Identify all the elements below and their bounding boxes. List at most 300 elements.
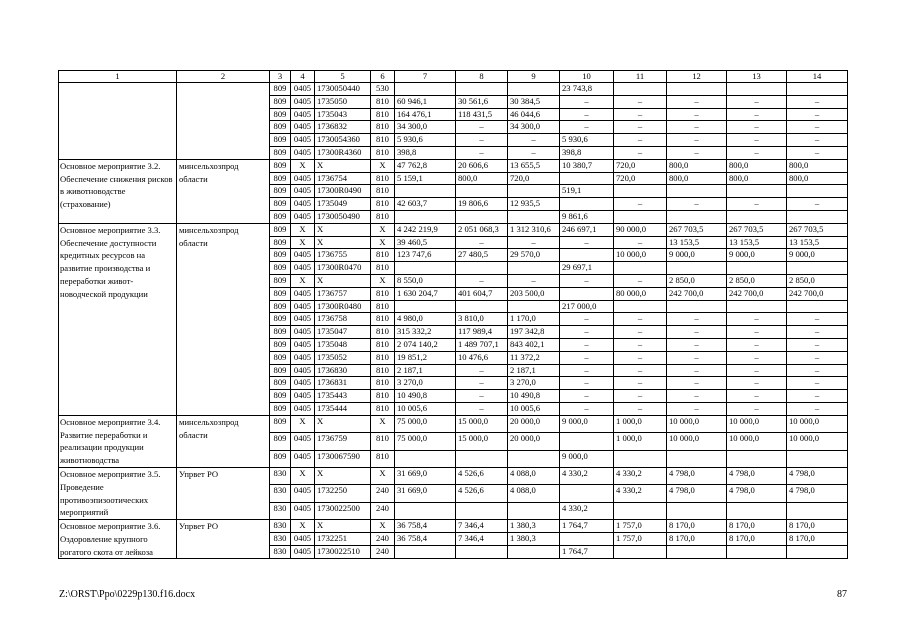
amount-cell: 123 747,6 <box>395 249 456 262</box>
budget-code-cell: 1730022510 <box>315 546 371 559</box>
amount-cell: – <box>727 338 787 351</box>
activity-name-cell <box>59 83 177 160</box>
amount-cell: – <box>560 402 614 415</box>
budget-code-cell: 809 <box>270 223 291 236</box>
budget-code-cell: 0405 <box>291 108 315 121</box>
amount-cell <box>614 262 667 275</box>
budget-code-cell: 0405 <box>291 300 315 313</box>
budget-code-cell: 810 <box>371 390 395 403</box>
amount-cell: 3 270,0 <box>508 377 560 390</box>
amount-cell <box>787 210 848 223</box>
amount-cell: – <box>456 390 508 403</box>
amount-cell: – <box>508 274 560 287</box>
budget-code-cell: 809 <box>270 172 291 185</box>
budget-code-cell: 0405 <box>291 83 315 96</box>
budget-code-cell: 809 <box>270 249 291 262</box>
budget-code-cell: 0405 <box>291 326 315 339</box>
amount-cell: – <box>614 338 667 351</box>
budget-code-cell: Х <box>291 236 315 249</box>
budget-code-cell: 830 <box>270 502 291 519</box>
amount-cell: 5 159,1 <box>395 172 456 185</box>
budget-code-cell: 809 <box>270 146 291 159</box>
amount-cell: 20 606,6 <box>456 159 508 172</box>
amount-cell <box>787 450 848 467</box>
amount-cell: 39 460,5 <box>395 236 456 249</box>
budget-code-cell: 0405 <box>291 546 315 559</box>
amount-cell: – <box>667 95 727 108</box>
amount-cell <box>787 185 848 198</box>
amount-cell: 34 300,0 <box>395 121 456 134</box>
amount-cell: 10 000,0 <box>727 433 787 450</box>
amount-cell <box>614 300 667 313</box>
budget-code-cell: Х <box>315 236 371 249</box>
amount-cell: – <box>727 364 787 377</box>
amount-cell: 1 000,0 <box>614 433 667 450</box>
budget-code-cell: 810 <box>371 351 395 364</box>
budget-code-cell: 0405 <box>291 172 315 185</box>
amount-cell <box>456 300 508 313</box>
budget-code-cell: 810 <box>371 134 395 147</box>
amount-cell <box>667 83 727 96</box>
amount-cell: 315 332,2 <box>395 326 456 339</box>
amount-cell: 4 330,2 <box>560 502 614 519</box>
amount-cell: 36 758,4 <box>395 520 456 533</box>
amount-cell: 2 850,0 <box>727 274 787 287</box>
amount-cell: 3 810,0 <box>456 313 508 326</box>
budget-code-cell: 809 <box>270 351 291 364</box>
budget-code-cell: 1730067590 <box>315 450 371 467</box>
amount-cell: – <box>614 402 667 415</box>
budget-code-cell: 1736830 <box>315 364 371 377</box>
amount-cell: 1 757,0 <box>614 533 667 546</box>
amount-cell: 19 851,2 <box>395 351 456 364</box>
amount-cell: – <box>667 364 727 377</box>
amount-cell: – <box>560 313 614 326</box>
amount-cell: – <box>508 146 560 159</box>
amount-cell <box>787 300 848 313</box>
amount-cell: 1 764,7 <box>560 520 614 533</box>
budget-code-cell: 809 <box>270 159 291 172</box>
amount-cell <box>508 262 560 275</box>
budget-code-cell: Х <box>371 274 395 287</box>
amount-cell <box>456 185 508 198</box>
amount-cell: 2 850,0 <box>667 274 727 287</box>
budget-code-cell: 0405 <box>291 390 315 403</box>
column-number-header: 14 <box>787 71 848 83</box>
amount-cell: 203 500,0 <box>508 287 560 300</box>
amount-cell <box>787 502 848 519</box>
amount-cell: 4 088,0 <box>508 467 560 484</box>
amount-cell: 267 703,5 <box>787 223 848 236</box>
amount-cell: 10 476,6 <box>456 351 508 364</box>
amount-cell: 9 000,0 <box>560 450 614 467</box>
amount-cell: – <box>456 377 508 390</box>
amount-cell <box>560 433 614 450</box>
budget-code-cell: 0405 <box>291 433 315 450</box>
amount-cell <box>456 546 508 559</box>
budget-code-cell: Х <box>315 274 371 287</box>
amount-cell: 843 402,1 <box>508 338 560 351</box>
amount-cell: – <box>727 198 787 211</box>
amount-cell: 2 187,1 <box>508 364 560 377</box>
amount-cell: – <box>456 146 508 159</box>
budget-code-cell: 1736832 <box>315 121 371 134</box>
amount-cell: – <box>560 390 614 403</box>
budget-code-cell: 0405 <box>291 377 315 390</box>
amount-cell <box>395 185 456 198</box>
budget-code-cell: 1735047 <box>315 326 371 339</box>
amount-cell: – <box>727 146 787 159</box>
amount-cell: – <box>727 108 787 121</box>
amount-cell: 31 669,0 <box>395 467 456 484</box>
amount-cell: 30 384,5 <box>508 95 560 108</box>
amount-cell: – <box>787 95 848 108</box>
budget-code-cell: 0405 <box>291 364 315 377</box>
amount-cell: 197 342,8 <box>508 326 560 339</box>
budget-code-cell: Х <box>291 415 315 432</box>
budget-code-cell: 1730022500 <box>315 502 371 519</box>
amount-cell: 80 000,0 <box>614 287 667 300</box>
budget-code-cell: 809 <box>270 95 291 108</box>
amount-cell: 47 762,8 <box>395 159 456 172</box>
amount-cell: 31 669,0 <box>395 485 456 502</box>
amount-cell: 1 757,0 <box>614 520 667 533</box>
amount-cell: 10 000,0 <box>787 415 848 432</box>
amount-cell: 20 000,0 <box>508 415 560 432</box>
budget-code-cell: 0405 <box>291 210 315 223</box>
amount-cell: 9 000,0 <box>667 249 727 262</box>
amount-cell <box>508 546 560 559</box>
column-number-header: 12 <box>667 71 727 83</box>
budget-code-cell: 810 <box>371 377 395 390</box>
amount-cell: 8 170,0 <box>667 520 727 533</box>
column-number-header: 7 <box>395 71 456 83</box>
page-number: 87 <box>837 589 847 600</box>
amount-cell: 1 630 204,7 <box>395 287 456 300</box>
budget-code-cell: 810 <box>371 249 395 262</box>
amount-cell <box>727 546 787 559</box>
budget-code-cell: 809 <box>270 185 291 198</box>
budget-code-cell: 810 <box>371 121 395 134</box>
amount-cell: – <box>560 108 614 121</box>
amount-cell <box>614 546 667 559</box>
budget-code-cell: 1735048 <box>315 338 371 351</box>
amount-cell <box>667 502 727 519</box>
amount-cell: 117 989,4 <box>456 326 508 339</box>
amount-cell: 12 935,5 <box>508 198 560 211</box>
budget-code-cell: 0405 <box>291 485 315 502</box>
budget-code-cell: 0405 <box>291 351 315 364</box>
amount-cell <box>508 502 560 519</box>
amount-cell: 217 000,0 <box>560 300 614 313</box>
budget-code-cell: 810 <box>371 210 395 223</box>
amount-cell: – <box>614 198 667 211</box>
amount-cell <box>395 262 456 275</box>
amount-cell: 1 000,0 <box>614 415 667 432</box>
amount-cell: 4 242 219,9 <box>395 223 456 236</box>
budget-code-cell: 1736757 <box>315 287 371 300</box>
budget-code-cell: 240 <box>371 502 395 519</box>
amount-cell <box>560 287 614 300</box>
amount-cell: – <box>667 390 727 403</box>
amount-cell: 10 490,8 <box>508 390 560 403</box>
amount-cell: – <box>667 351 727 364</box>
amount-cell: – <box>667 134 727 147</box>
budget-code-cell: 1735052 <box>315 351 371 364</box>
amount-cell: – <box>456 236 508 249</box>
budget-code-cell: 0405 <box>291 313 315 326</box>
amount-cell: – <box>787 351 848 364</box>
amount-cell: 10 000,0 <box>787 433 848 450</box>
amount-cell: 242 700,0 <box>727 287 787 300</box>
budget-code-cell: 810 <box>371 450 395 467</box>
amount-cell: 267 703,5 <box>667 223 727 236</box>
activity-name-cell: Основное мероприятие 3.4. Развитие переработки и реализации продукции животноводства <box>59 415 177 467</box>
amount-cell: 60 946,1 <box>395 95 456 108</box>
budget-code-cell: Х <box>291 223 315 236</box>
budget-code-cell: 530 <box>371 83 395 96</box>
amount-cell <box>667 185 727 198</box>
budget-code-cell: 0405 <box>291 95 315 108</box>
amount-cell: 800,0 <box>727 172 787 185</box>
amount-cell: 5 930,6 <box>560 134 614 147</box>
amount-cell: – <box>667 402 727 415</box>
amount-cell: 8 170,0 <box>727 520 787 533</box>
amount-cell: – <box>787 121 848 134</box>
budget-code-cell: 0405 <box>291 287 315 300</box>
amount-cell <box>560 533 614 546</box>
amount-cell: – <box>727 377 787 390</box>
budget-code-cell: 830 <box>270 467 291 484</box>
amount-cell <box>560 249 614 262</box>
amount-cell: 1 170,0 <box>508 313 560 326</box>
amount-cell: 23 743,8 <box>560 83 614 96</box>
budget-code-cell: 809 <box>270 108 291 121</box>
budget-code-cell: Х <box>291 159 315 172</box>
amount-cell: 10 000,0 <box>727 415 787 432</box>
budget-code-cell: 1732251 <box>315 533 371 546</box>
budget-code-cell: 0405 <box>291 502 315 519</box>
amount-cell: 13 655,5 <box>508 159 560 172</box>
amount-cell <box>727 185 787 198</box>
budget-code-cell: 0405 <box>291 185 315 198</box>
amount-cell: – <box>614 351 667 364</box>
amount-cell: – <box>667 108 727 121</box>
amount-cell: 800,0 <box>727 159 787 172</box>
amount-cell: – <box>667 121 727 134</box>
amount-cell: 4 526,6 <box>456 467 508 484</box>
budget-code-cell: Х <box>371 520 395 533</box>
amount-cell: 242 700,0 <box>787 287 848 300</box>
budget-code-cell: 1730050440 <box>315 83 371 96</box>
column-number-header-row <box>59 71 848 83</box>
amount-cell: 4 798,0 <box>787 467 848 484</box>
amount-cell <box>727 502 787 519</box>
activity-name-cell: Основное мероприятие 3.2. Обеспечение снижения рисков в животноводстве (страхование) <box>59 159 177 223</box>
budget-code-cell: 1736759 <box>315 433 371 450</box>
amount-cell: – <box>787 198 848 211</box>
amount-cell: – <box>560 236 614 249</box>
budget-code-cell: 0405 <box>291 121 315 134</box>
budget-code-cell: Х <box>315 467 371 484</box>
budget-code-cell: Х <box>371 223 395 236</box>
amount-cell: 2 850,0 <box>787 274 848 287</box>
amount-cell <box>395 300 456 313</box>
amount-cell: – <box>560 364 614 377</box>
budget-code-cell: 240 <box>371 485 395 502</box>
budget-code-cell: 1736831 <box>315 377 371 390</box>
table-row <box>59 415 848 432</box>
budget-code-cell: 810 <box>371 338 395 351</box>
amount-cell: 1 380,3 <box>508 520 560 533</box>
budget-code-cell: 810 <box>371 198 395 211</box>
budget-code-cell: 809 <box>270 364 291 377</box>
responsible-executor-cell: Упрвет РО <box>177 467 270 519</box>
amount-cell: – <box>456 274 508 287</box>
responsible-executor-cell: минсельхозпрод области <box>177 415 270 467</box>
amount-cell: 398,8 <box>395 146 456 159</box>
amount-cell: – <box>787 377 848 390</box>
amount-cell: 4 330,2 <box>614 485 667 502</box>
amount-cell: 8 170,0 <box>787 533 848 546</box>
budget-code-cell: Х <box>315 520 371 533</box>
amount-cell: 15 000,0 <box>456 415 508 432</box>
budget-table <box>58 70 848 559</box>
amount-cell: 10 005,6 <box>395 402 456 415</box>
amount-cell <box>508 300 560 313</box>
budget-code-cell: 1735043 <box>315 108 371 121</box>
amount-cell <box>508 450 560 467</box>
amount-cell: – <box>560 274 614 287</box>
amount-cell: – <box>456 364 508 377</box>
amount-cell: 4 980,0 <box>395 313 456 326</box>
amount-cell <box>508 210 560 223</box>
amount-cell: – <box>667 377 727 390</box>
amount-cell <box>395 450 456 467</box>
budget-code-cell: 1736758 <box>315 313 371 326</box>
amount-cell <box>395 546 456 559</box>
budget-code-cell: 1735049 <box>315 198 371 211</box>
budget-code-cell: 0405 <box>291 198 315 211</box>
budget-code-cell: 809 <box>270 313 291 326</box>
amount-cell: – <box>727 351 787 364</box>
amount-cell: – <box>787 390 848 403</box>
budget-code-cell: 830 <box>270 533 291 546</box>
amount-cell: 13 153,5 <box>667 236 727 249</box>
amount-cell: – <box>667 146 727 159</box>
amount-cell <box>508 83 560 96</box>
table-row <box>59 83 848 96</box>
amount-cell: 29 570,0 <box>508 249 560 262</box>
budget-code-cell: 809 <box>270 390 291 403</box>
amount-cell: 9 000,0 <box>560 415 614 432</box>
amount-cell: 10 000,0 <box>614 249 667 262</box>
amount-cell: 75 000,0 <box>395 415 456 432</box>
column-number-header: 11 <box>614 71 667 83</box>
amount-cell <box>614 83 667 96</box>
amount-cell <box>727 262 787 275</box>
amount-cell <box>727 450 787 467</box>
amount-cell <box>667 300 727 313</box>
budget-code-cell: 809 <box>270 134 291 147</box>
budget-code-cell: 809 <box>270 121 291 134</box>
amount-cell: 9 000,0 <box>727 249 787 262</box>
amount-cell: – <box>614 326 667 339</box>
amount-cell: 11 372,2 <box>508 351 560 364</box>
amount-cell: – <box>560 351 614 364</box>
amount-cell: 4 330,2 <box>614 467 667 484</box>
amount-cell: 2 051 068,3 <box>456 223 508 236</box>
budget-code-cell: Х <box>371 415 395 432</box>
amount-cell: 8 170,0 <box>667 533 727 546</box>
amount-cell: 118 431,5 <box>456 108 508 121</box>
amount-cell: 3 270,0 <box>395 377 456 390</box>
budget-code-cell: 809 <box>270 210 291 223</box>
amount-cell: 5 930,6 <box>395 134 456 147</box>
budget-code-cell: 0405 <box>291 146 315 159</box>
budget-code-cell: Х <box>315 415 371 432</box>
table-row <box>59 159 848 172</box>
column-number-header: 6 <box>371 71 395 83</box>
column-number-header: 10 <box>560 71 614 83</box>
amount-cell: – <box>508 134 560 147</box>
amount-cell: – <box>787 326 848 339</box>
budget-code-cell: 810 <box>371 146 395 159</box>
amount-cell: 90 000,0 <box>614 223 667 236</box>
amount-cell: 20 000,0 <box>508 433 560 450</box>
budget-code-cell: 809 <box>270 326 291 339</box>
amount-cell <box>667 210 727 223</box>
budget-code-cell: Х <box>291 274 315 287</box>
budget-code-cell: Х <box>315 159 371 172</box>
budget-code-cell: Х <box>291 520 315 533</box>
budget-code-cell: 809 <box>270 274 291 287</box>
amount-cell: 13 153,5 <box>787 236 848 249</box>
budget-code-cell: 810 <box>371 433 395 450</box>
amount-cell <box>560 198 614 211</box>
amount-cell: 19 806,6 <box>456 198 508 211</box>
amount-cell: – <box>614 236 667 249</box>
footer-file-path: Z:\ORST\Ppo\0229p130.f16.docx <box>59 589 196 600</box>
responsible-executor-cell: минсельхозпрод области <box>177 159 270 223</box>
budget-code-cell: 1735443 <box>315 390 371 403</box>
amount-cell: 519,1 <box>560 185 614 198</box>
amount-cell: – <box>614 108 667 121</box>
amount-cell: – <box>560 377 614 390</box>
amount-cell <box>727 210 787 223</box>
amount-cell: – <box>787 364 848 377</box>
amount-cell: – <box>667 326 727 339</box>
amount-cell: 9 861,6 <box>560 210 614 223</box>
amount-cell: 34 300,0 <box>508 121 560 134</box>
budget-code-cell: 809 <box>270 300 291 313</box>
budget-code-cell: Х <box>371 467 395 484</box>
budget-code-cell: 809 <box>270 377 291 390</box>
amount-cell: – <box>727 326 787 339</box>
budget-code-cell: 810 <box>371 300 395 313</box>
amount-cell: – <box>727 402 787 415</box>
activity-name-cell: Основное мероприятие 3.3. Обеспечение доступности кредитных ресурсов на развитие производства и переработки живот-новодческой продукции <box>59 223 177 415</box>
budget-code-cell: 809 <box>270 198 291 211</box>
amount-cell: – <box>614 274 667 287</box>
budget-code-cell: 240 <box>371 546 395 559</box>
amount-cell: 30 561,6 <box>456 95 508 108</box>
budget-code-cell: 809 <box>270 433 291 450</box>
amount-cell: 10 005,6 <box>508 402 560 415</box>
amount-cell <box>508 185 560 198</box>
budget-code-cell: 17300R0490 <box>315 185 371 198</box>
budget-code-cell: 0405 <box>291 338 315 351</box>
